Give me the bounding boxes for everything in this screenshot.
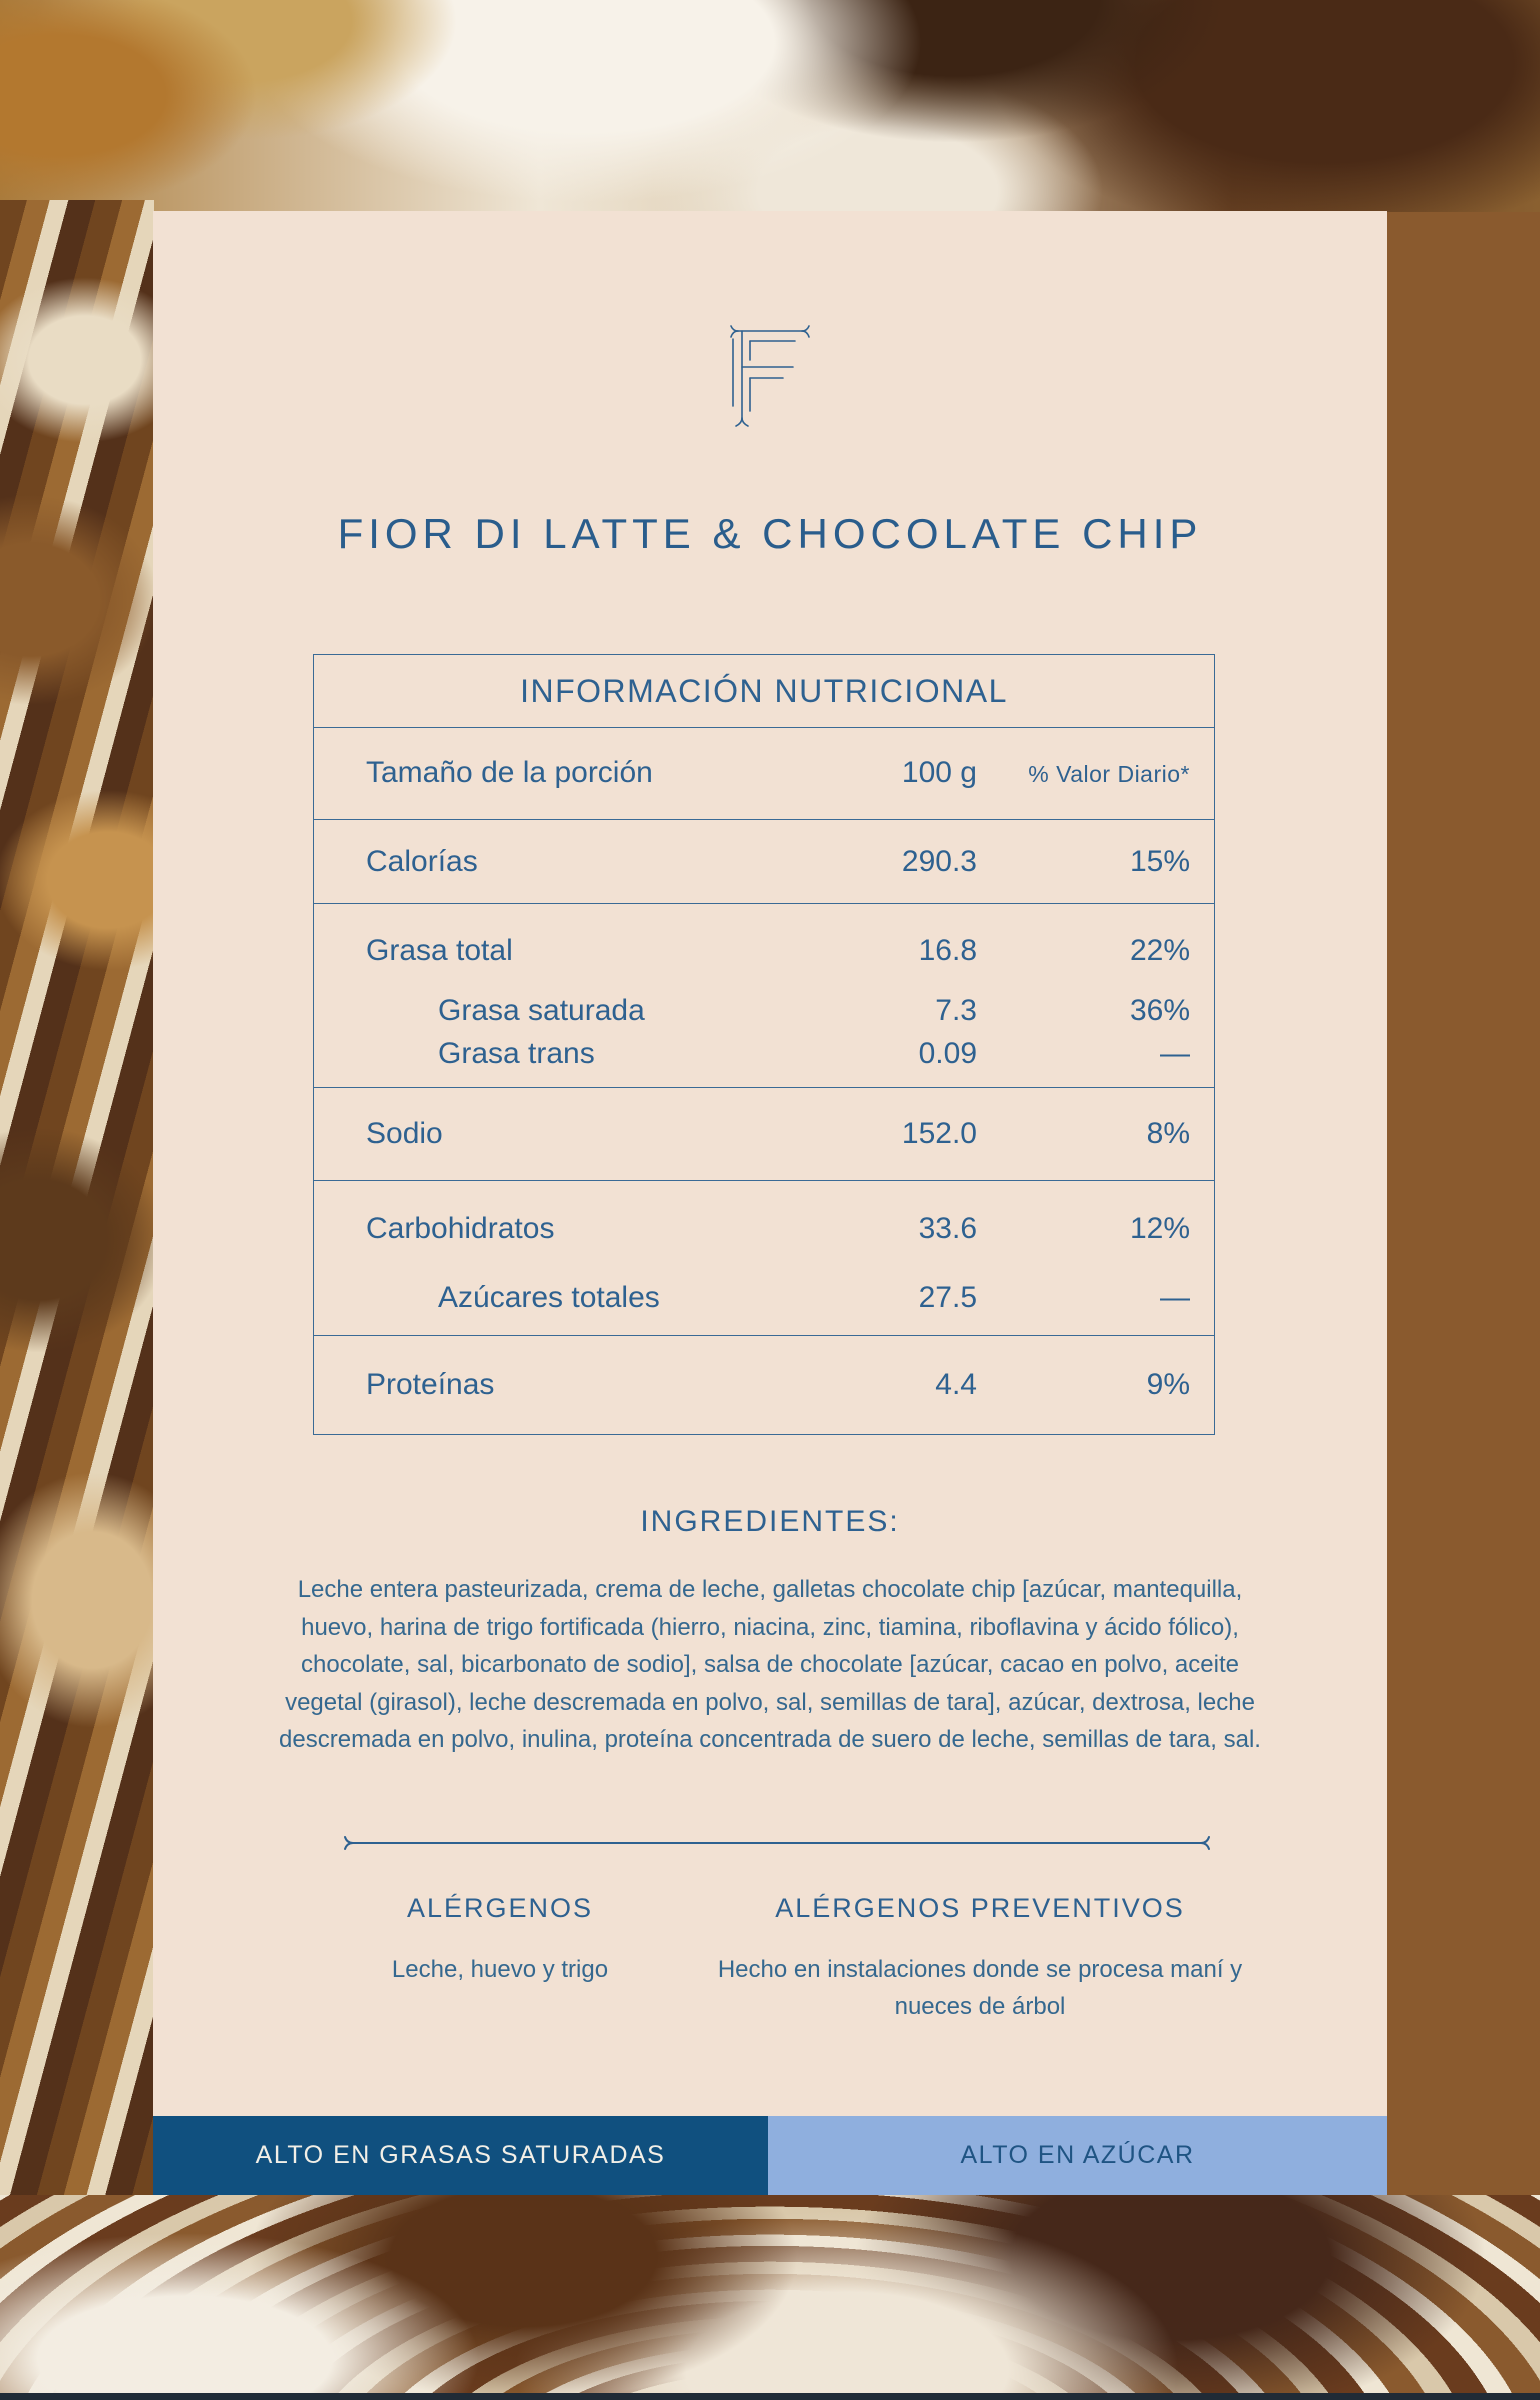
ingredients-text: Leche entera pasteurizada, crema de leche, galletas chocolate chip [azúcar, mantequilla, huevo, harina de trigo fortificada (hierro, niacina, zinc, tiamina, riboflavina y ácido fólico), chocolate, sal, bicarbonato de sodio], salsa de chocolate [azúcar, cacao en polvo, aceite vegetal (girasol), leche descremada en polvo, sal, semillas de tara], azúcar, dextrosa, leche descremada en polvo, inulina, proteína concentrada de suero de leche, semillas de tara, sal. (279, 1576, 1261, 1753)
divider-ornament (343, 1835, 1211, 1851)
table-row: Carbohidratos 33.6 12% (366, 1212, 1190, 1245)
serving-size-row (314, 728, 1214, 820)
calories-section (314, 820, 1214, 904)
serving-size-label: Tamaño de la porción (366, 756, 653, 789)
warning-banners (153, 2116, 1387, 2195)
ingredients-heading: INGREDIENTES: (640, 1505, 900, 1538)
sodium-section (314, 1088, 1214, 1181)
preventive-allergens-text: Hecho en instalaciones donde se procesa maní y nueces de árbol (717, 1956, 1243, 2020)
table-row: Grasa total 16.8 22% (366, 934, 1190, 967)
table-row: Grasa saturada 7.3 36% (438, 994, 1190, 1027)
protein-section (314, 1336, 1214, 1434)
allergens-block (310, 1893, 690, 1988)
brand-monogram-icon (730, 325, 810, 429)
nutrition-label-card (153, 211, 1387, 2195)
table-row: Sodio 152.0 8% (366, 1117, 1190, 1150)
carbohydrates-section (314, 1181, 1214, 1336)
background-top-band (0, 0, 1540, 212)
allergens-heading: ALÉRGENOS (406, 1893, 594, 1923)
preventive-allergens-block (700, 1893, 1260, 2025)
serving-size-value: 100 g (901, 756, 977, 789)
table-row: Calorías 290.3 15% (366, 844, 1190, 878)
warning-banner-saturated-fat: ALTO EN GRASAS SATURADAS (153, 2116, 768, 2195)
nutrition-table-header: INFORMACIÓN NUTRICIONAL (314, 655, 1214, 728)
background-left-band (0, 200, 154, 2200)
table-row: Grasa trans 0.09 — (438, 1037, 1190, 1070)
fat-section (314, 904, 1214, 1088)
allergens-text: Leche, huevo y trigo (391, 1956, 609, 1983)
product-title: FIOR DI LATTE & CHOCOLATE CHIP (337, 510, 1203, 557)
warning-banner-sugar: ALTO EN AZÚCAR (768, 2116, 1387, 2195)
nutrition-table (313, 654, 1215, 1435)
bottom-edge-strip (0, 2393, 1540, 2400)
preventive-allergens-heading: ALÉRGENOS PREVENTIVOS (775, 1893, 1185, 1923)
table-row: Proteínas 4.4 9% (366, 1368, 1190, 1401)
daily-value-column-header: % Valor Diario* (1028, 761, 1190, 787)
background-right-band (1387, 200, 1540, 2200)
background-bottom-band (0, 2195, 1540, 2400)
table-row: Azúcares totales 27.5 — (438, 1281, 1190, 1314)
